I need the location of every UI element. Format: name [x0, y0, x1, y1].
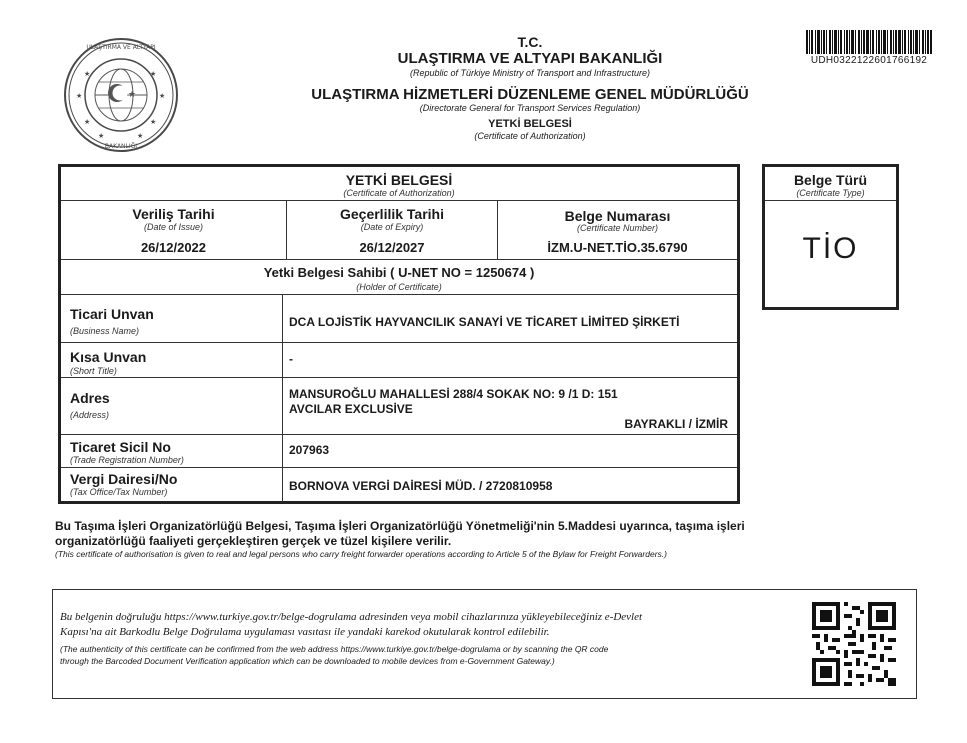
verification-line-1: Bu belgenin doğruluğu https://www.turkiye.gov.tr/belge-dogrulama adresinden veya mobil cihazlarınıza yükleyebileceğiniz e-Devlet [60, 611, 643, 623]
svg-text:ULAŞTIRMA VE ALTYAPI: ULAŞTIRMA VE ALTYAPI [86, 44, 156, 51]
svg-text:★: ★ [84, 119, 91, 126]
certificate-title-en: (Certificate of Authorization) [343, 188, 455, 198]
tax-office-label-en: (Tax Office/Tax Number) [70, 487, 168, 497]
short-title-value: - [289, 352, 293, 366]
svg-text:★: ★ [98, 133, 105, 140]
note-line-1: Bu Taşıma İşleri Organizatörlüğü Belgesi, Taşıma İşleri Organizatörlüğü Yönetmeliği'nin 5.Maddesi uyarınca, taşıma işleri [55, 519, 745, 533]
svg-text:BAKANLIĞI: BAKANLIĞI [104, 143, 138, 150]
tax-office-value: BORNOVA VERGİ DAİRESİ MÜD. / 2720810958 [289, 479, 553, 493]
note-line-2: organizatörlüğü faaliyeti gerçekleştiren gerçek ve tüzel kişilere verilir. [55, 534, 452, 548]
svg-text:★: ★ [76, 93, 83, 100]
address-line-1: MANSUROĞLU MAHALLESİ 288/4 SOKAK NO: 9 /1 D: 151 [289, 387, 618, 401]
divider [61, 434, 737, 435]
certificate-number-label: Belge Numarası [564, 208, 671, 224]
issue-date-label-en: (Date of Issue) [143, 222, 204, 232]
certificate-type-label: Belge Türü [793, 172, 868, 188]
header-doc-title-en: (Certificate of Authorization) [474, 131, 586, 141]
address-label: Adres [70, 390, 110, 406]
verification-line-4: through the Barcoded Document Verification application which can be downloaded to mobile devices from e-Government Gateway.) [60, 656, 555, 666]
short-title-label: Kısa Unvan [70, 349, 147, 365]
header-ministry: ULAŞTIRMA VE ALTYAPI BAKANLIĞI [397, 50, 663, 67]
business-name-label-en: (Business Name) [70, 326, 140, 336]
header-country: T.C. [517, 34, 543, 50]
certificate-type-label-en: (Certificate Type) [796, 188, 865, 198]
divider [282, 294, 283, 501]
svg-text:★: ★ [150, 119, 157, 126]
verification-line-2: Kapısı'na ait Barkodlu Belge Doğrulama uygulaması vasıtası ile yandaki karekod okutularak kontrol edilebilir. [60, 626, 550, 638]
svg-text:★: ★ [128, 90, 137, 100]
barcode-number: UDH0322122601766192 [810, 55, 928, 66]
address-label-en: (Address) [70, 410, 110, 420]
verification-line-3: (The authenticity of this certificate can be confirmed from the web address https://www.turkiye.gov.tr/belge-dogrulama or by scanning the QR code [60, 644, 609, 654]
divider [765, 200, 896, 201]
tax-office-label: Vergi Dairesi/No [70, 471, 178, 487]
expiry-date: 26/12/2027 [359, 240, 425, 255]
divider [61, 294, 737, 295]
trade-registration-value: 207963 [289, 443, 330, 457]
barcode-icon [806, 30, 932, 54]
svg-text:★: ★ [150, 71, 157, 78]
svg-text:★: ★ [84, 71, 91, 78]
note-line-en: (This certificate of authorisation is given to real and legal persons who carry freight forwarder operations according to Article 5 of the Bylaw for Freight Forwarders.) [55, 549, 667, 559]
divider [61, 377, 737, 378]
trade-registration-label-en: (Trade Registration Number) [70, 455, 184, 465]
header-directorate-en: (Directorate General for Transport Services Regulation) [419, 103, 641, 113]
certificate-type-value: TİO [802, 232, 859, 265]
ministry-seal-icon [62, 36, 180, 154]
holder-label-en: (Holder of Certificate) [356, 282, 442, 292]
address-line-2: AVCILAR EXCLUSİVE [289, 402, 413, 416]
holder-label: Yetki Belgesi Sahibi ( U-NET NO = 1250674 ) [263, 265, 535, 280]
issue-date-label: Veriliş Tarihi [132, 206, 215, 222]
issue-date: 26/12/2022 [140, 240, 207, 255]
business-name-value: DCA LOJİSTİK HAYVANCILIK SANAYİ VE TİCARET LİMİTED ŞİRKETİ [289, 315, 680, 329]
certificate-number-label-en: (Certificate Number) [576, 223, 659, 233]
trade-registration-label: Ticaret Sicil No [70, 439, 171, 455]
divider [61, 259, 737, 260]
business-name-label: Ticari Unvan [70, 306, 154, 322]
header-ministry-en: (Republic of Türkiye Ministry of Transport and Infrastructure) [410, 68, 650, 78]
divider [61, 467, 737, 468]
divider [61, 200, 737, 201]
header-doc-title: YETKİ BELGESİ [488, 118, 572, 130]
qr-code-icon[interactable] [812, 602, 896, 686]
divider [61, 342, 737, 343]
address-line-3: BAYRAKLI / İZMİR [624, 417, 728, 431]
short-title-label-en: (Short Title) [70, 366, 117, 376]
header-directorate: ULAŞTIRMA HİZMETLERİ DÜZENLEME GENEL MÜDÜRLÜĞÜ [311, 86, 749, 103]
expiry-date-label-en: (Date of Expiry) [360, 222, 424, 232]
certificate-title: YETKİ BELGESİ [345, 172, 453, 188]
svg-text:★: ★ [159, 93, 166, 100]
expiry-date-label: Geçerlilik Tarihi [339, 206, 444, 222]
svg-text:★: ★ [137, 133, 144, 140]
certificate-number: İZM.U-NET.TİO.35.6790 [547, 240, 688, 255]
